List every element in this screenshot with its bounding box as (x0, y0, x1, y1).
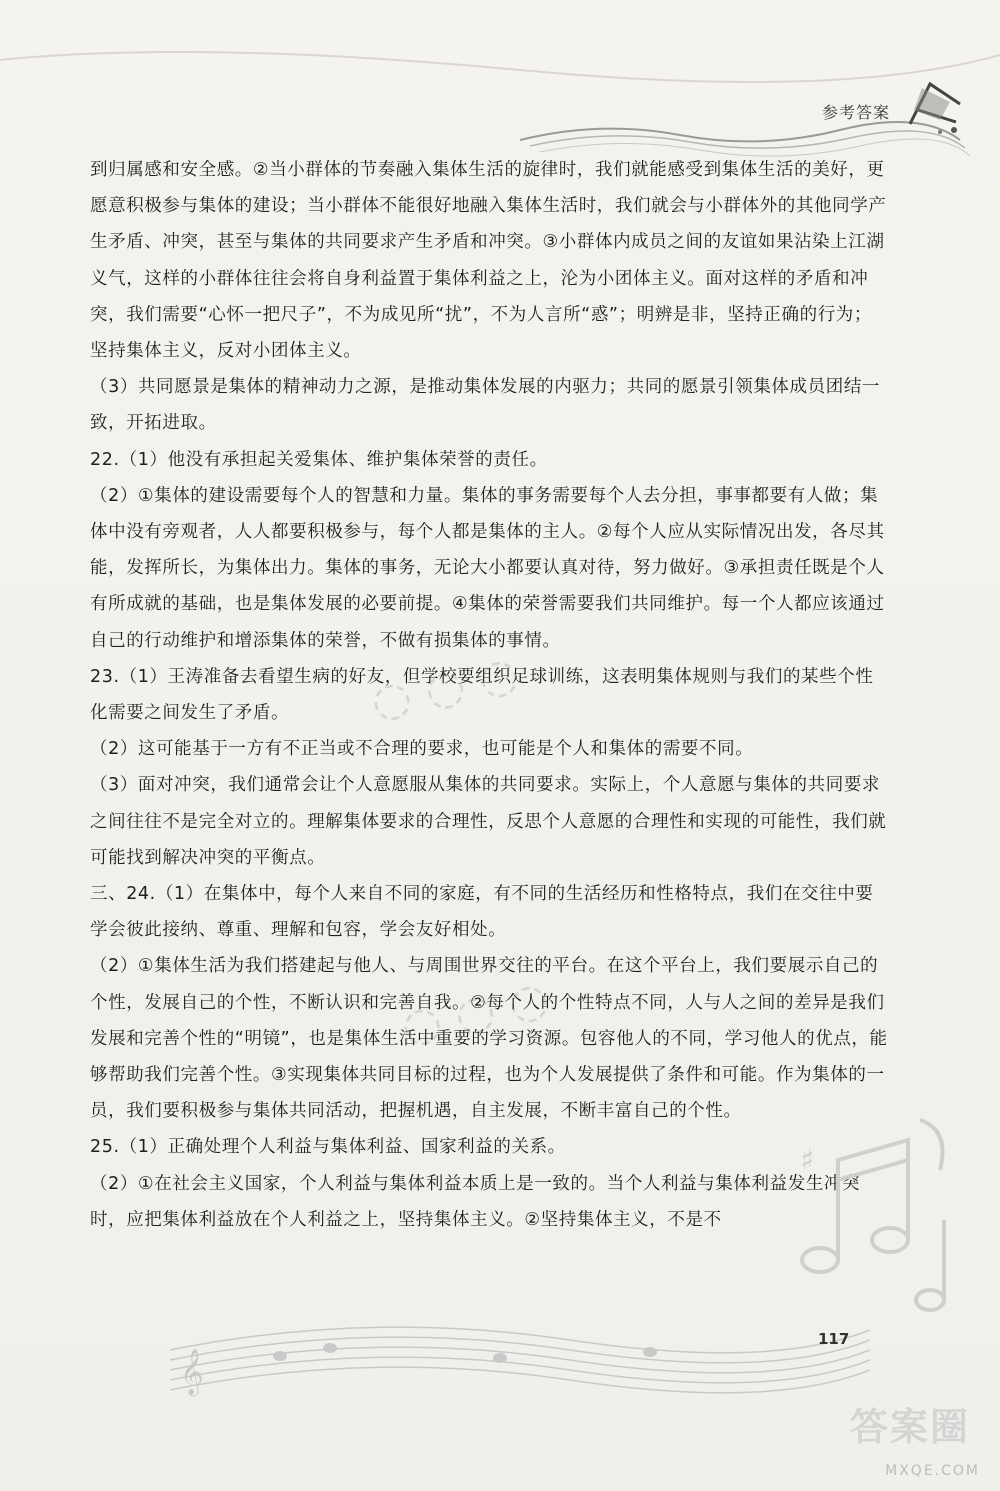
watermark-url: MXQE.COM (885, 1463, 980, 1479)
svg-text:♯: ♯ (800, 1143, 815, 1178)
answer-paragraph-8: 三、24.（1）在集体中，每个人来自不同的家庭，有不同的生活经历和性格特点，我们在交往中要学会彼此接纳、尊重、理解和包容，学会友好相处。 (90, 884, 874, 941)
svg-text:𝄞: 𝄞 (180, 1349, 204, 1395)
answer-content (90, 152, 890, 1238)
header-title: 参考答案 (821, 103, 890, 122)
answer-paragraph-5: 23.（1）王涛准备去看望生病的好友，但学校要组织足球训练，这表明集体规则与我们的某些个性化需要之间发生了矛盾。 (90, 666, 874, 724)
answer-paragraph-10: 25.（1）正确处理个人利益与集体利益、国家利益的关系。 (90, 1137, 566, 1158)
answer-paragraph-1: 到归属感和安全感。②当小群体的节奏融入集体生活的旋律时，我们就能感受到集体生活的美好，更愿意积极参与集体的建设；当小群体不能很好地融入集体生活时，我们就会与小群体外的其他同学产生矛盾、冲突，甚至与集体的共同要求产生矛盾和冲突。③小群体内成员之间的友谊如果沾染上江湖义气，这样的小群体往往会将自身利益置于集体利益之上，沦为小团体主义。面对这样的矛盾和冲突，我们需要“心怀一把尺子”，不为成见所“扰”，不为人言所“惑”；明辨是非，坚持正确的行为；坚持集体主义，反对小团体主义。 (90, 160, 887, 362)
watermark-stamp-2: ◌ ◌ ◌ (396, 970, 554, 1054)
answer-paragraph-4: （2）①集体的建设需要每个人的智慧和力量。集体的事务需要每个人去分担，事事都要有人做；集体中没有旁观者，人人都要积极参与，每个人都是集体的主人。②每个人应从实际情况出发，各尽其能，发挥所长，为集体出力。集体的事务，无论大小都要认真对待，努力做好。③承担责任既是个人有所成就的基础，也是集体发展的必要前提。④集体的荣誉需要我们共同维护。每一个人都应该通过自己的行动维护和增添集体的荣誉，不做有损集体的事情。 (90, 485, 885, 651)
watermark-stamp-1: ◌ ◌ ◌ (366, 645, 524, 729)
answer-paragraph-6: （2）这可能基于一方有不正当或不合理的要求，也可能是个人和集体的需要不同。 (90, 739, 754, 760)
answer-paragraph-3: 22.（1）他没有承担起关爱集体、维护集体荣誉的责任。 (90, 449, 548, 470)
page-number: 117 (818, 1330, 850, 1348)
music-staff-decoration (170, 1290, 870, 1410)
answer-paragraph-11: （2）①在社会主义国家，个人利益与集体利益本质上是一致的。当个人利益与集体利益发生冲突时，应把集体利益放在个人利益之上，坚持集体主义。②坚持集体主义，不是不 (90, 1173, 861, 1230)
answer-paragraph-2: （3）共同愿景是集体的精神动力之源，是推动集体发展的内驱力；共同的愿景引领集体成员团结一致，开拓进取。 (90, 377, 881, 434)
answer-paragraph-7: （3）面对冲突，我们通常会让个人意愿服从集体的共同要求。实际上，个人意愿与集体的共同要求之间往往不是完全对立的。理解集体要求的合理性，反思个人意愿的合理性和实现的可能性，我们就可能找到解决冲突的平衡点。 (90, 775, 887, 868)
header-wave-decoration (0, 0, 1000, 170)
answer-paragraph-9: （2）①集体生活为我们搭建起与他人、与周围世界交往的平台。在这个平台上，我们要展示自己的个性，发展自己的个性，不断认识和完善自我。②每个人的个性特点不同，人与人之间的差异是我们发展和完善个性的“明镜”，也是集体生活中重要的学习资源。包容他人的不同，学习他人的优点，能够帮助我们完善个性。③实现集体共同目标的过程，也为个人发展提供了条件和可能。作为集体的一员，我们要积极参与集体共同活动，把握机遇，自主发展，不断丰富自己的个性。 (90, 956, 888, 1122)
watermark-logo: 答案圈 (849, 1405, 970, 1449)
